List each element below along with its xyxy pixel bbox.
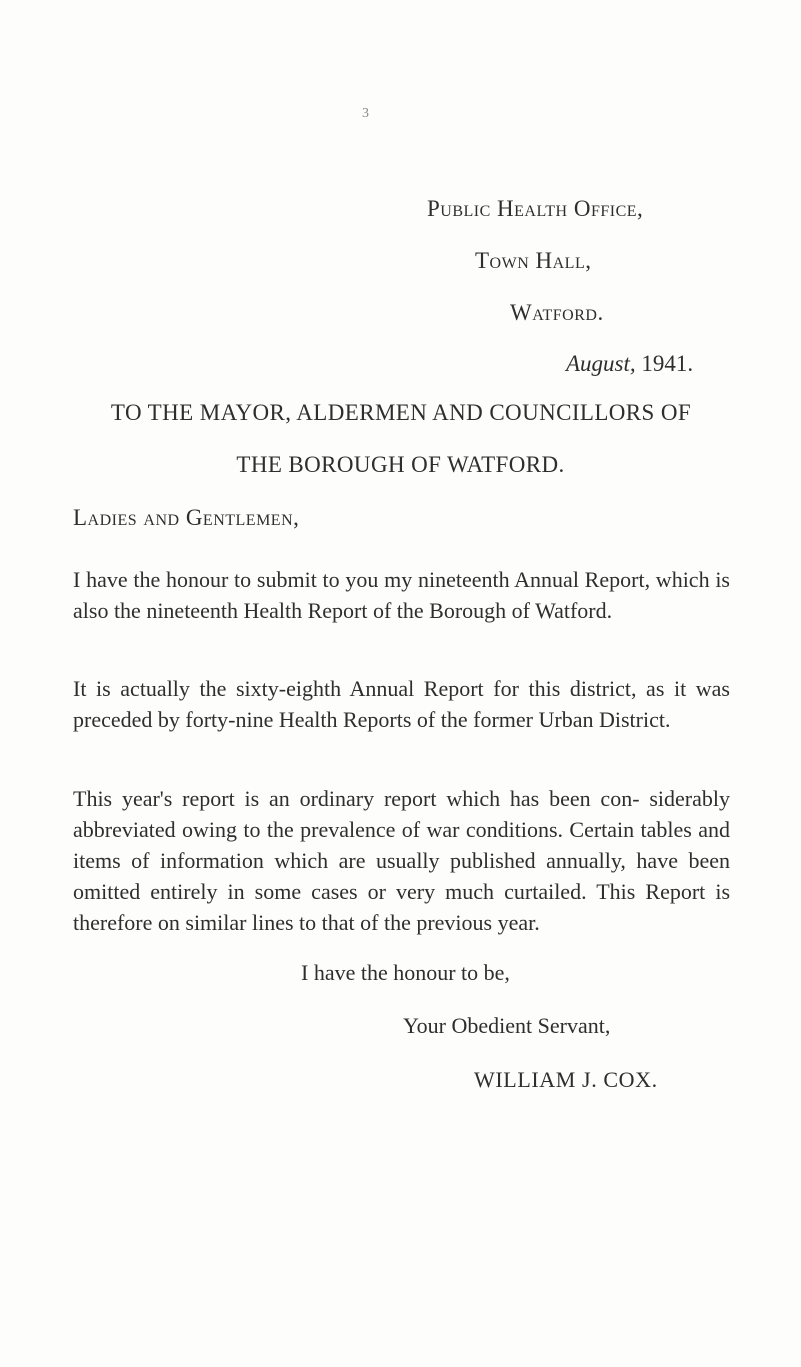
page-number: 3 bbox=[362, 106, 369, 121]
addressee-line-1: TO THE MAYOR, ALDERMEN AND COUNCILLORS OF bbox=[110, 400, 692, 425]
addressee-line-2: THE BOROUGH OF WATFORD. bbox=[236, 452, 565, 477]
date-year: 1941. bbox=[635, 351, 694, 376]
paragraph-1: I have the honour to submit to you my nineteenth Annual Report, which is also the nineteenth Health Report of the Borough of Watford. bbox=[73, 567, 730, 623]
date-month: August, bbox=[566, 351, 636, 376]
letter-date bbox=[566, 351, 693, 377]
paragraph-3: This year's report is an ordinary report which has been con- siderably abbreviated owing to the prevalence of war conditions. Certain tables and items of information which are usually published annually, have been omitted entirely in some cases or very much curtailed. This Report is therefore on similar lines to that of the previous year. bbox=[73, 786, 730, 935]
address-town: Watford. bbox=[510, 300, 604, 325]
salutation: Ladies and Gentlemen, bbox=[73, 505, 300, 530]
closing-honour: I have the honour to be, bbox=[301, 960, 510, 985]
signature: WILLIAM J. COX. bbox=[474, 1067, 658, 1092]
address-hall: Town Hall, bbox=[475, 248, 592, 273]
paragraph-2: It is actually the sixty-eighth Annual Report for this district, as it was preceded by forty-nine Health Reports of the former Urban District. bbox=[73, 676, 730, 732]
closing-servant: Your Obedient Servant, bbox=[403, 1013, 611, 1038]
address-office: Public Health Office, bbox=[427, 196, 644, 221]
